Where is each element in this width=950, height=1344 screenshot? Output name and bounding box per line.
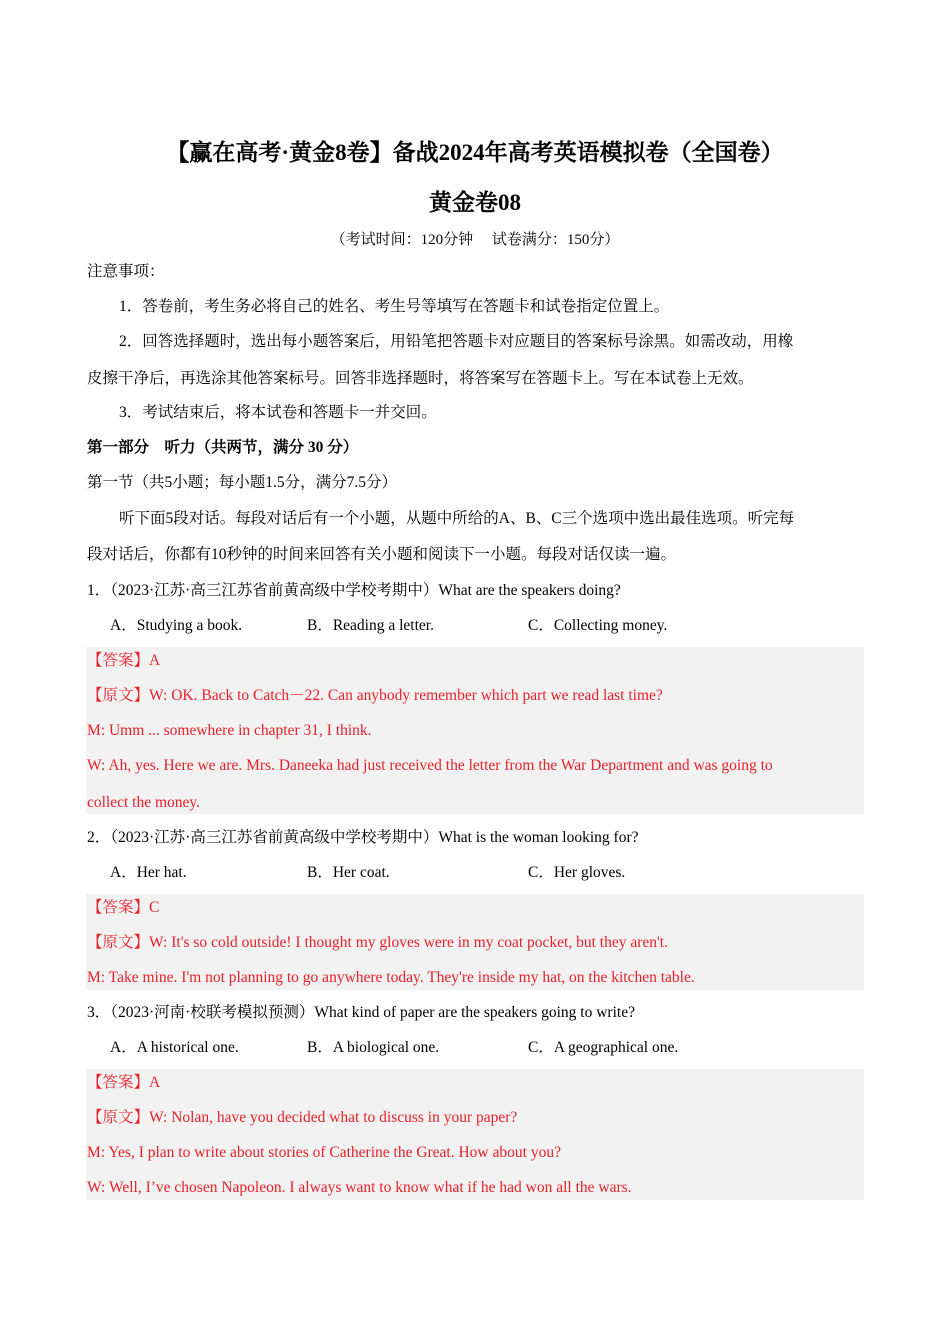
exam-subtitle: 黄金卷08 (429, 190, 521, 215)
question-1-transcript-line: collect the money. (87, 794, 201, 811)
part1-heading: 第一部分 听力（共两节，满分 30 分） (87, 439, 359, 456)
question-3-transcript-line: M: Yes, I plan to write about stories of Catherine the Great. How about you? (87, 1144, 561, 1161)
note-item-2-line-2: 皮擦干净后，再选涂其他答案标号。回答非选择题时，将答案写在答题卡上。写在本试卷上无效。 (87, 370, 754, 387)
question-3-option-c: C．A geographical one. (528, 1039, 679, 1056)
note-item-1: 1．答卷前，考生务必将自己的姓名、考生号等填写在答题卡和试卷指定位置上。 (119, 298, 670, 315)
question-2-option-c: C．Her gloves. (528, 864, 626, 881)
question-2-option-b: B．Her coat. (307, 864, 390, 881)
instructions-line-1: 听下面5段对话。每段对话后有一个小题，从题中所给的A、B、C三个选项中选出最佳选项。听完每 (119, 510, 795, 527)
question-3-option-a: A．A historical one. (110, 1039, 239, 1056)
question-3-answer: 【答案】A (87, 1074, 161, 1091)
notes-heading: 注意事项： (87, 263, 165, 280)
exam-title: 【赢在高考·黄金8卷】备战2024年高考英语模拟卷（全国卷） (166, 140, 784, 165)
question-2-option-a: A．Her hat. (110, 864, 187, 881)
question-2-answer: 【答案】C (87, 899, 160, 916)
question-1-option-b: B．Reading a letter. (307, 617, 434, 634)
exam-info: （考试时间：120分钟 试卷满分：150分） (330, 232, 620, 248)
question-1-transcript-line: M: Umm ... somewhere in chapter 31, I think. (87, 722, 372, 739)
question-3-stem: 3．（2023·河南·校联考模拟预测）What kind of paper are the speakers going to write? (87, 1004, 635, 1021)
question-2-transcript-line: M: Take mine. I'm not planning to go anywhere today. They're inside my hat, on the kitchen table. (87, 969, 695, 986)
question-2-stem: 2．（2023·江苏·高三江苏省前黄高级中学校考期中）What is the woman looking for? (87, 829, 639, 846)
question-2-transcript-line: 【原文】W: It's so cold outside! I thought my gloves were in my coat pocket, but they aren't. (87, 934, 668, 951)
question-1-option-c: C．Collecting money. (528, 617, 668, 634)
note-item-2-line-1: 2．回答选择题时，选出每小题答案后，用铅笔把答题卡对应题目的答案标号涂黑。如需改动，用橡 (119, 333, 794, 350)
question-1-transcript-line: W: Ah, yes. Here we are. Mrs. Daneeka had just received the letter from the War Department and was going to (87, 757, 773, 774)
question-1-transcript-line: 【原文】W: OK. Back to Catch－22. Can anybody remember which part we read last time? (87, 687, 663, 704)
question-1-stem: 1．（2023·江苏·高三江苏省前黄高级中学校考期中）What are the speakers doing? (87, 582, 621, 599)
section1-heading: 第一节（共5小题；每小题1.5分，满分7.5分） (87, 474, 398, 491)
instructions-line-2: 段对话后，你都有10秒钟的时间来回答有关小题和阅读下一小题。每段对话仅读一遍。 (87, 546, 677, 563)
note-item-3: 3．考试结束后，将本试卷和答题卡一并交回。 (119, 404, 437, 421)
question-3-option-b: B．A biological one. (307, 1039, 440, 1056)
question-3-transcript-line: 【原文】W: Nolan, have you decided what to discuss in your paper? (87, 1109, 518, 1126)
question-1-option-a: A．Studying a book. (110, 617, 243, 634)
question-3-transcript-line: W: Well, I’ve chosen Napoleon. I always want to know what if he had won all the wars. (87, 1179, 632, 1196)
question-1-answer: 【答案】A (87, 652, 161, 669)
